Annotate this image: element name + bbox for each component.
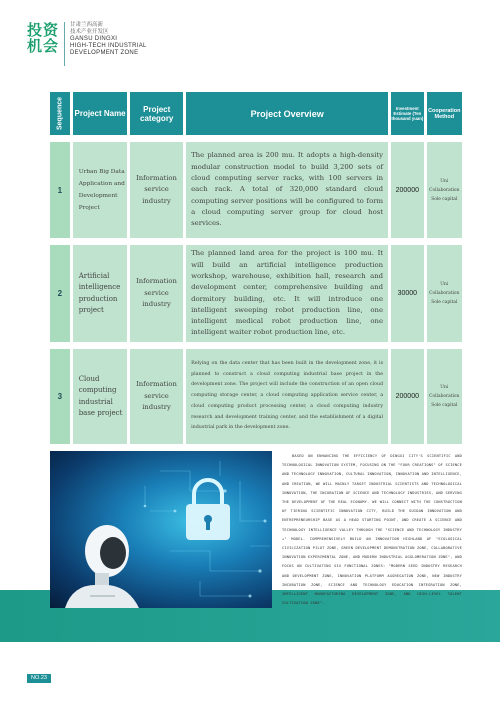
coop-option-3: Sole capital bbox=[431, 196, 458, 202]
org-name-cn-2: 技术产业开发区 bbox=[70, 29, 109, 35]
header-sequence: Sequence bbox=[50, 92, 70, 135]
org-name-cn-1: 甘肃兰西高新 bbox=[70, 22, 104, 28]
header-project-overview: Project Overview bbox=[186, 92, 388, 135]
row-project-overview: The planned land area for the project is 100 mu. It will build an artificial intelligence production workshop, warehouse, exhibition hall, research and development center, comprehensive building and dormitory building, etc. It will introduce one intelligent sweeping robot production line, one intelligent medical robot production line, one intelligent waiter robot production line, etc. bbox=[186, 245, 388, 342]
header-project-category: Project category bbox=[130, 92, 183, 135]
coop-option-1: Uni bbox=[440, 385, 449, 390]
row-project-category: Information service industry bbox=[130, 142, 183, 238]
row-investment: 200000 bbox=[391, 349, 423, 444]
coop-option-1: Uni bbox=[440, 282, 449, 287]
row-sequence: 3 bbox=[50, 349, 70, 444]
row-project-overview: Relying on the data center that has been built in the development zone, it is planned to construct a cloud computing industrial base project in the development zone. The project will include the construction of an open cloud computing storage center, a cloud computing application service center, a cloud computing product processing center, a cloud computing industry research and development training center, and the establishment of a digital industrial park in the development zone. bbox=[186, 349, 388, 444]
coop-option-3: Sole capital bbox=[431, 403, 458, 408]
logo-divider bbox=[64, 22, 65, 66]
header-project-name: Project Name bbox=[73, 92, 127, 135]
row-project-overview: The planned area is 200 mu. It adopts a high-density modular construction model to build 3,200 sets of cloud computing server racks, with 100 servers in each rack. A total of 320,000 standard cloud computing server positions will be configured to form a cloud computing server group for cloud host services. bbox=[186, 142, 388, 238]
header-investment-estimate: Investment Estimate (Ten thousand yuan) bbox=[391, 92, 423, 135]
row-sequence: 1 bbox=[50, 142, 70, 238]
row-investment: 30000 bbox=[391, 245, 423, 342]
org-name bbox=[70, 22, 147, 57]
row-investment: 200000 bbox=[391, 142, 423, 238]
coop-option-2: Collaboration bbox=[429, 187, 460, 193]
ai-robot-photo bbox=[50, 451, 272, 608]
robot-figure bbox=[55, 511, 147, 608]
project-table bbox=[50, 92, 462, 451]
row-project-name: Cloud computing industrial base project bbox=[73, 349, 127, 444]
zone-description: BASED ON ENHANCING THE EFFICIENCY OF DINGXI CITY'S SCIENTIFIC AND TECHNOLOGICAL INNOVATION SYSTEM, FOCUSING ON THE "FOUR CREATIONS" OF SCIENCE AND TECHNOLOGY INNOVATION, CULTURAL INNOVATION, INNOVATION AND INTELLIGENCE, AND CREATION, WE WILL MAINLY TARGET INDUSTRIAL SCIENTISTS AND TECHNOLOGICAL INNOVATION, THE INCUBATION OF SCIENCE AND TECHNOLOGY INDUSTRIES, AND SERVING THE DEVELOPMENT OF THE REAL ECONOMY. WE WILL CONNECT WITH THE CONSTRUCTION OF TIERING SCIENTIFIC INNOVATION CITY, BUILD THE GUIDAN INNOVATION AND ENTREPRENEURSHIP BASE AS A HEAD STARTING POINT, AND CREATE A SCIENCE AND TECHNOLOGY INTELLIGENCE VALLEY THROUGH THE "SCIENCE AND TECHNOLOGY INDUSTRY +" MODEL. COMPREHENSIVELY BUILD AN INNOVATION HIGHLAND OF "ECOLOGICAL CIVILIZATION PILOT ZONE, GREEN DEVELOPMENT DEMONSTRATION ZONE, COLLABORATIVE INNOVATION EXPERIMENTAL ZONE, AND MODERN INDUSTRIAL AGGLOMERATION ZONE", AND FOCUS ON CULTIVATING SIX FUNCTIONAL ZONES: "MODERN SEED INDUSTRY RESEARCH AND DEVELOPMENT ZONE, INNOVATION PLATFORM AGGREGATION ZONE, NEW INDUSTRY INCUBATION ZONE, SCIENCE AND TECHNOLOGY EDUCATION INTEGRATION ZONE, INTELLIGENT MANUFACTURING DEVELOPMENT ZONE, AND HIGH-LEVEL TALENT CULTIVATION ZONE". bbox=[282, 454, 462, 606]
row-project-name: Artificial intelligence production project bbox=[73, 245, 127, 342]
row-cooperation bbox=[427, 245, 462, 342]
coop-option-2: Collaboration bbox=[429, 394, 460, 399]
row-project-category: Information service industry bbox=[130, 245, 183, 342]
coop-option-3: Sole capital bbox=[431, 300, 458, 305]
row-sequence: 2 bbox=[50, 245, 70, 342]
table-row bbox=[50, 245, 462, 342]
table-row bbox=[50, 142, 462, 238]
row-project-name: Urban Big Data Application and Development Project bbox=[73, 142, 127, 238]
row-cooperation bbox=[427, 142, 462, 238]
section-logo: 投资机会 bbox=[27, 21, 60, 55]
table-row bbox=[50, 349, 462, 444]
table-header-row bbox=[50, 92, 462, 135]
org-name-en-1: GANSU DINGXI bbox=[70, 36, 118, 42]
row-project-category: Information service industry bbox=[130, 349, 183, 444]
page-number: NO.23 bbox=[27, 674, 51, 683]
org-name-en-2: HIGH-TECH INDUSTRIAL bbox=[70, 43, 147, 49]
coop-option-1: Uni bbox=[440, 178, 449, 184]
header-cooperation-method: Cooperation Method bbox=[427, 92, 462, 135]
coop-option-2: Collaboration bbox=[429, 291, 460, 296]
row-cooperation bbox=[427, 349, 462, 444]
page-header bbox=[27, 22, 147, 66]
org-name-en-3: DEVELOPMENT ZONE bbox=[70, 50, 139, 56]
padlock-icon bbox=[179, 474, 237, 544]
